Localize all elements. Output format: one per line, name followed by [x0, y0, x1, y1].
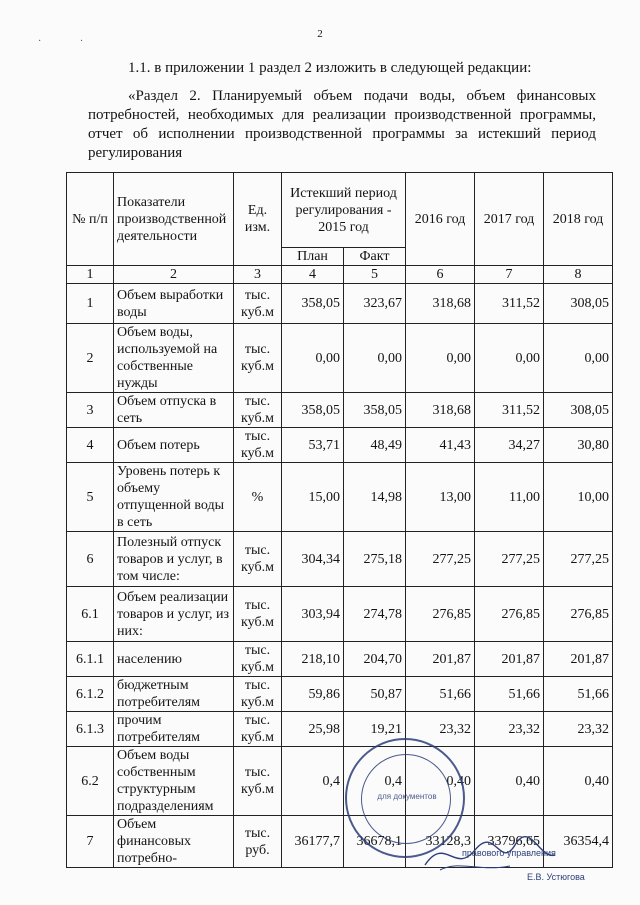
value-2018: 10,00	[544, 463, 613, 532]
indicator-cell: Уровень потерь к объему отпущенной воды в сеть	[114, 463, 234, 532]
fact-value: 358,05	[344, 393, 406, 428]
fact-value: 19,21	[344, 712, 406, 747]
value-2016: 318,68	[406, 284, 475, 324]
row-number: 6.1.1	[67, 642, 114, 677]
indicator-cell: Объем потерь	[114, 428, 234, 463]
column-number: 1	[67, 266, 114, 284]
unit-cell: тыс. куб.м	[234, 747, 282, 816]
table-row	[67, 747, 613, 816]
value-2018: 23,32	[544, 712, 613, 747]
value-2017: 201,87	[475, 642, 544, 677]
column-number: 2	[114, 266, 234, 284]
plan-value: 218,10	[282, 642, 344, 677]
plan-value: 304,34	[282, 532, 344, 587]
table-row	[67, 587, 613, 642]
value-2018: 308,05	[544, 393, 613, 428]
value-2016: 23,32	[406, 712, 475, 747]
plan-value: 53,71	[282, 428, 344, 463]
indicator-cell: бюджетным потребителям	[114, 677, 234, 712]
fact-value: 323,67	[344, 284, 406, 324]
table-row	[67, 428, 613, 463]
column-number: 7	[475, 266, 544, 284]
unit-cell: %	[234, 463, 282, 532]
scan-marks: · ·	[38, 36, 102, 47]
row-number: 6.2	[67, 747, 114, 816]
plan-value: 358,05	[282, 393, 344, 428]
header-indicator: Показатели производственной деятельности	[114, 173, 234, 266]
value-2017: 11,00	[475, 463, 544, 532]
column-number: 3	[234, 266, 282, 284]
value-2018: 0,00	[544, 324, 613, 393]
signer-name: Е.В. Устюгова	[527, 872, 585, 882]
value-2016: 201,87	[406, 642, 475, 677]
column-number: 5	[344, 266, 406, 284]
unit-cell: тыс. куб.м	[234, 284, 282, 324]
indicator-cell: Полезный отпуск товаров и услуг, в том числе:	[114, 532, 234, 587]
table-row	[67, 642, 613, 677]
header-2017: 2017 год	[475, 173, 544, 266]
unit-cell: тыс. куб.м	[234, 324, 282, 393]
row-number: 6	[67, 532, 114, 587]
indicator-cell: населению	[114, 642, 234, 677]
value-2016: 318,68	[406, 393, 475, 428]
value-2016: 13,00	[406, 463, 475, 532]
indicator-cell: Объем воды собственным структурным подразделениям	[114, 747, 234, 816]
fact-value: 204,70	[344, 642, 406, 677]
header-plan: План	[282, 248, 344, 266]
row-number: 1	[67, 284, 114, 324]
fact-value: 275,18	[344, 532, 406, 587]
indicator-cell: прочим потребителям	[114, 712, 234, 747]
value-2017: 0,40	[475, 747, 544, 816]
header-num: № п/п	[67, 173, 114, 266]
value-2018: 201,87	[544, 642, 613, 677]
column-number: 6	[406, 266, 475, 284]
stamp-text: для документов	[377, 792, 437, 801]
plan-value: 15,00	[282, 463, 344, 532]
column-number: 4	[282, 266, 344, 284]
fact-value: 36678,1	[344, 816, 406, 868]
value-2018: 276,85	[544, 587, 613, 642]
indicator-cell: Объем отпуска в сеть	[114, 393, 234, 428]
value-2017: 276,85	[475, 587, 544, 642]
section-heading-text: «Раздел 2. Планируемый объем подачи воды, объем финансовых потребностей, необходимых для реализации производственной программы, отчет об исполнении производственной программы за истекший период регулирования	[88, 88, 596, 161]
unit-cell: тыс. руб.	[234, 816, 282, 868]
stamp-management-text: правового управления	[462, 848, 556, 858]
column-number: 8	[544, 266, 613, 284]
header-2018: 2018 год	[544, 173, 613, 266]
table-row	[67, 463, 613, 532]
row-number: 6.1.3	[67, 712, 114, 747]
table-row	[67, 393, 613, 428]
row-number: 2	[67, 324, 114, 393]
fact-value: 48,49	[344, 428, 406, 463]
fact-value: 274,78	[344, 587, 406, 642]
unit-cell: тыс. куб.м	[234, 587, 282, 642]
value-2016: 277,25	[406, 532, 475, 587]
unit-cell: тыс. куб.м	[234, 393, 282, 428]
unit-cell: тыс. куб.м	[234, 677, 282, 712]
indicator-cell: Объем реализации товаров и услуг, из них:	[114, 587, 234, 642]
fact-value: 0,4	[344, 747, 406, 816]
value-2017: 33796,65	[475, 816, 544, 868]
plan-value: 303,94	[282, 587, 344, 642]
header-unit: Ед. изм.	[234, 173, 282, 266]
indicator-cell: Объем финансовых потребно-	[114, 816, 234, 868]
page-number: 2	[317, 28, 323, 40]
table-row	[67, 532, 613, 587]
value-2017: 311,52	[475, 393, 544, 428]
unit-cell: тыс. куб.м	[234, 428, 282, 463]
plan-value: 358,05	[282, 284, 344, 324]
indicator-cell: Объем выработки воды	[114, 284, 234, 324]
value-2017: 277,25	[475, 532, 544, 587]
unit-cell: тыс. куб.м	[234, 642, 282, 677]
value-2018: 30,80	[544, 428, 613, 463]
plan-value: 36177,7	[282, 816, 344, 868]
value-2016: 33128,3	[406, 816, 475, 868]
unit-cell: тыс. куб.м	[234, 532, 282, 587]
table-row	[67, 677, 613, 712]
value-2017: 23,32	[475, 712, 544, 747]
production-program-table	[66, 172, 613, 868]
row-number: 3	[67, 393, 114, 428]
value-2016: 0,40	[406, 747, 475, 816]
value-2016: 51,66	[406, 677, 475, 712]
indicator-cell: Объем воды, используемой на собственные нужды	[114, 324, 234, 393]
value-2018: 0,40	[544, 747, 613, 816]
fact-value: 50,87	[344, 677, 406, 712]
value-2017: 34,27	[475, 428, 544, 463]
row-number: 6.1	[67, 587, 114, 642]
intro-paragraph: 1.1. в приложении 1 раздел 2 изложить в следующей редакции:	[128, 60, 532, 76]
fact-value: 0,00	[344, 324, 406, 393]
row-number: 6.1.2	[67, 677, 114, 712]
value-2016: 41,43	[406, 428, 475, 463]
row-number: 5	[67, 463, 114, 532]
value-2017: 311,52	[475, 284, 544, 324]
plan-value: 0,4	[282, 747, 344, 816]
column-number-row	[67, 266, 613, 284]
header-fact: Факт	[344, 248, 406, 266]
value-2018: 277,25	[544, 532, 613, 587]
plan-value: 59,86	[282, 677, 344, 712]
value-2016: 276,85	[406, 587, 475, 642]
fact-value: 14,98	[344, 463, 406, 532]
row-number: 4	[67, 428, 114, 463]
value-2017: 0,00	[475, 324, 544, 393]
plan-value: 0,00	[282, 324, 344, 393]
value-2018: 308,05	[544, 284, 613, 324]
value-2018: 36354,4	[544, 816, 613, 868]
header-2016: 2016 год	[406, 173, 475, 266]
value-2017: 51,66	[475, 677, 544, 712]
table-row	[67, 712, 613, 747]
row-number: 7	[67, 816, 114, 868]
header-period: Истекший период регулирования - 2015 год	[282, 173, 406, 248]
plan-value: 25,98	[282, 712, 344, 747]
value-2018: 51,66	[544, 677, 613, 712]
value-2016: 0,00	[406, 324, 475, 393]
table-row	[67, 284, 613, 324]
table-row	[67, 324, 613, 393]
unit-cell: тыс. куб.м	[234, 712, 282, 747]
